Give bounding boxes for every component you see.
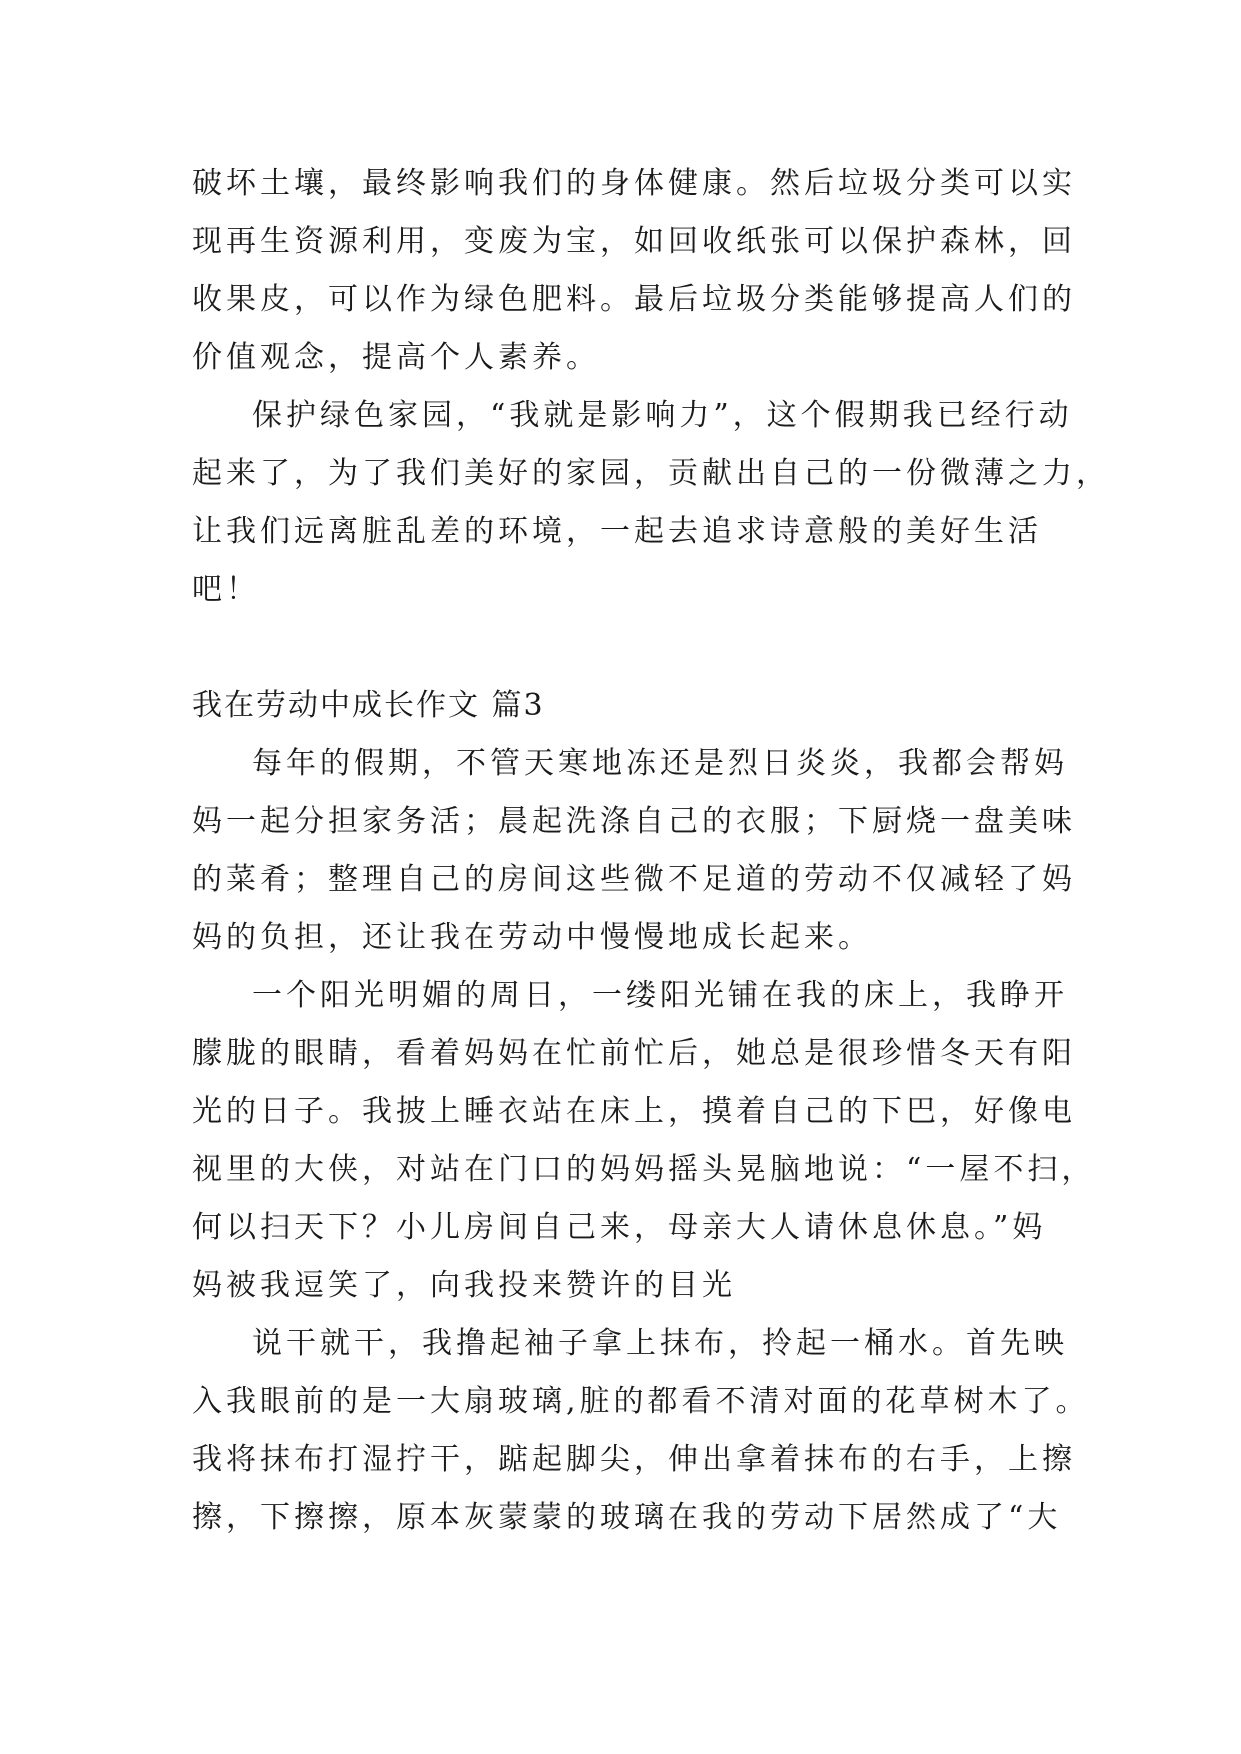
body-text-line: 破坏土壤，最终影响我们的身体健康。然后垃圾分类可以实 [192, 166, 1076, 201]
body-text-line: 一个阳光明媚的周日，一缕阳光铺在我的床上，我睁开 [252, 978, 1068, 1013]
body-text-line: 光的日子。我披上睡衣站在床上，摸着自己的下巴，好像电 [192, 1094, 1076, 1129]
body-text-line: 让我们远离脏乱差的环境，一起去追求诗意般的美好生活 [192, 514, 1042, 549]
body-text-line: 朦胧的眼睛，看着妈妈在忙前忙后，她总是很珍惜冬天有阳 [192, 1036, 1076, 1071]
body-text-line: 现再生资源利用，变废为宝，如回收纸张可以保护森林，回 [192, 224, 1076, 259]
body-text-line: 收果皮，可以作为绿色肥料。最后垃圾分类能够提高人们的 [192, 282, 1076, 317]
body-text-line: 起来了，为了我们美好的家园，贡献出自己的一份微薄之力， [192, 456, 1110, 491]
body-text-line: 入我眼前的是一大扇玻璃,脏的都看不清对面的花草树木了。 [192, 1384, 1090, 1419]
body-text-line: 的菜肴；整理自己的房间这些微不足道的劳动不仅减轻了妈 [192, 862, 1076, 897]
section-heading: 我在劳动中成长作文 篇3 [192, 688, 545, 723]
body-text-line: 每年的假期，不管天寒地冻还是烈日炎炎，我都会帮妈 [252, 746, 1068, 781]
body-text-line: 价值观念，提高个人素养。 [192, 340, 600, 375]
body-text-line: 妈被我逗笑了，向我投来赞许的目光 [192, 1268, 736, 1303]
body-text-line: 擦，下擦擦，原本灰蒙蒙的玻璃在我的劳动下居然成了“大 [192, 1500, 1062, 1535]
body-text-line: 何以扫天下？小儿房间自己来，母亲大人请休息休息。”妈 [192, 1210, 1047, 1245]
body-text-line: 我将抹布打湿拧干，踮起脚尖，伸出拿着抹布的右手，上擦 [192, 1442, 1076, 1477]
body-text-line: 吧！ [192, 572, 260, 607]
body-text-line: 说干就干，我撸起袖子拿上抹布，拎起一桶水。首先映 [252, 1326, 1068, 1361]
body-text-line: 视里的大侠，对站在门口的妈妈摇头晃脑地说：“一屋不扫， [192, 1152, 1096, 1187]
body-text-line: 妈的负担，还让我在劳动中慢慢地成长起来。 [192, 920, 872, 955]
body-text-line: 保护绿色家园，“我就是影响力”，这个假期我已经行动 [252, 398, 1073, 433]
body-text-line: 妈一起分担家务活；晨起洗涤自己的衣服；下厨烧一盘美味 [192, 804, 1076, 839]
